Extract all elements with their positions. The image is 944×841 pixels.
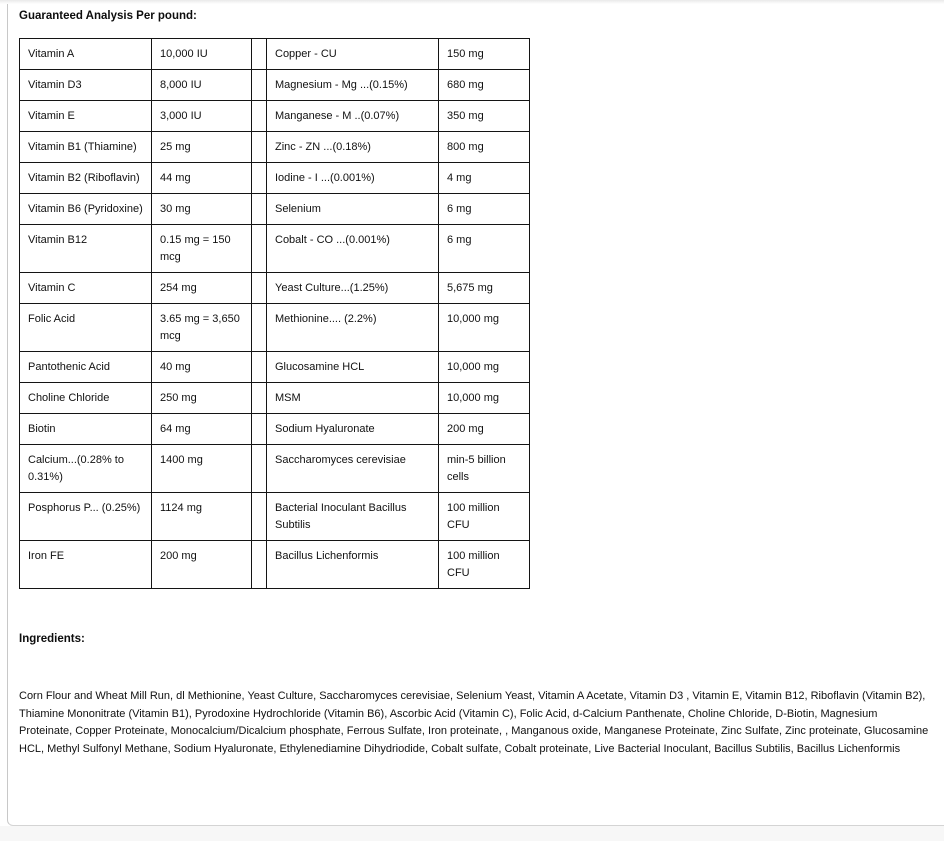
nutrient-name-cell: Calcium...(0.28% to 0.31%) xyxy=(20,445,152,493)
nutrient-name-cell: Methionine.... (2.2%) xyxy=(267,304,439,352)
table-row xyxy=(20,163,530,194)
nutrient-value-cell: 4 mg xyxy=(439,163,530,194)
spacer-cell xyxy=(252,194,267,225)
table-row xyxy=(20,132,530,163)
nutrient-name-cell: Vitamin C xyxy=(20,273,152,304)
table-row xyxy=(20,493,530,541)
nutrient-value-cell: 64 mg xyxy=(152,414,252,445)
nutrient-value-cell: 30 mg xyxy=(152,194,252,225)
nutrient-name-cell: Vitamin B6 (Pyridoxine) xyxy=(20,194,152,225)
nutrient-name-cell: Pantothenic Acid xyxy=(20,352,152,383)
nutrient-name-cell: Manganese - M ..(0.07%) xyxy=(267,101,439,132)
nutrient-name-cell: Choline Chloride xyxy=(20,383,152,414)
nutrient-name-cell: Copper - CU xyxy=(267,39,439,70)
ingredients-heading: Ingredients: xyxy=(19,633,85,645)
nutrient-name-cell: Iron FE xyxy=(20,541,152,589)
nutrient-value-cell: 5,675 mg xyxy=(439,273,530,304)
spacer-cell xyxy=(252,352,267,383)
table-row xyxy=(20,304,530,352)
nutrient-value-cell: 8,000 IU xyxy=(152,70,252,101)
nutrient-value-cell: 680 mg xyxy=(439,70,530,101)
spacer-cell xyxy=(252,39,267,70)
nutrient-name-cell: Vitamin D3 xyxy=(20,70,152,101)
nutrient-name-cell: Zinc - ZN ...(0.18%) xyxy=(267,132,439,163)
content-panel xyxy=(7,4,944,826)
spacer-cell xyxy=(252,541,267,589)
analysis-heading: Guaranteed Analysis Per pound: xyxy=(19,10,197,22)
nutrient-name-cell: Cobalt - CO ...(0.001%) xyxy=(267,225,439,273)
table-row xyxy=(20,101,530,132)
nutrient-value-cell: 800 mg xyxy=(439,132,530,163)
nutrient-value-cell: 10,000 mg xyxy=(439,352,530,383)
analysis-table-body xyxy=(20,39,530,589)
spacer-cell xyxy=(252,445,267,493)
nutrient-name-cell: Yeast Culture...(1.25%) xyxy=(267,273,439,304)
table-row xyxy=(20,273,530,304)
spacer-cell xyxy=(252,383,267,414)
nutrient-name-cell: Bacterial Inoculant Bacillus Subtilis xyxy=(267,493,439,541)
nutrient-value-cell: 44 mg xyxy=(152,163,252,194)
nutrient-name-cell: Vitamin E xyxy=(20,101,152,132)
spacer-cell xyxy=(252,101,267,132)
nutrient-name-cell: Vitamin A xyxy=(20,39,152,70)
nutrient-value-cell: 10,000 mg xyxy=(439,383,530,414)
table-row xyxy=(20,352,530,383)
spacer-cell xyxy=(252,304,267,352)
nutrient-name-cell: Bacillus Lichenformis xyxy=(267,541,439,589)
nutrient-value-cell: min-5 billion cells xyxy=(439,445,530,493)
nutrient-value-cell: 0.15 mg = 150 mcg xyxy=(152,225,252,273)
nutrient-value-cell: 100 million CFU xyxy=(439,493,530,541)
table-row xyxy=(20,383,530,414)
nutrient-value-cell: 10,000 mg xyxy=(439,304,530,352)
nutrient-value-cell: 25 mg xyxy=(152,132,252,163)
spacer-cell xyxy=(252,414,267,445)
spacer-cell xyxy=(252,70,267,101)
nutrient-value-cell: 6 mg xyxy=(439,225,530,273)
nutrient-name-cell: Saccharomyces cerevisiae xyxy=(267,445,439,493)
nutrient-value-cell: 1400 mg xyxy=(152,445,252,493)
guaranteed-analysis-table xyxy=(19,38,530,589)
nutrient-name-cell: Vitamin B12 xyxy=(20,225,152,273)
nutrient-value-cell: 100 million CFU xyxy=(439,541,530,589)
table-row xyxy=(20,70,530,101)
spacer-cell xyxy=(252,132,267,163)
nutrient-name-cell: Glucosamine HCL xyxy=(267,352,439,383)
table-row xyxy=(20,541,530,589)
nutrient-value-cell: 350 mg xyxy=(439,101,530,132)
nutrient-name-cell: Biotin xyxy=(20,414,152,445)
nutrient-name-cell: Folic Acid xyxy=(20,304,152,352)
nutrient-value-cell: 254 mg xyxy=(152,273,252,304)
nutrient-value-cell: 200 mg xyxy=(439,414,530,445)
table-row xyxy=(20,445,530,493)
spacer-cell xyxy=(252,163,267,194)
nutrient-value-cell: 250 mg xyxy=(152,383,252,414)
nutrient-value-cell: 40 mg xyxy=(152,352,252,383)
table-row xyxy=(20,414,530,445)
nutrient-value-cell: 3,000 IU xyxy=(152,101,252,132)
nutrient-value-cell: 150 mg xyxy=(439,39,530,70)
nutrient-name-cell: Vitamin B2 (Riboflavin) xyxy=(20,163,152,194)
nutrient-value-cell: 3.65 mg = 3,650 mcg xyxy=(152,304,252,352)
nutrient-value-cell: 6 mg xyxy=(439,194,530,225)
spacer-cell xyxy=(252,493,267,541)
table-row xyxy=(20,225,530,273)
spacer-cell xyxy=(252,225,267,273)
nutrient-value-cell: 10,000 IU xyxy=(152,39,252,70)
page-background-strip xyxy=(0,826,944,841)
nutrient-value-cell: 200 mg xyxy=(152,541,252,589)
table-row xyxy=(20,194,530,225)
nutrient-name-cell: Magnesium - Mg ...(0.15%) xyxy=(267,70,439,101)
nutrient-name-cell: MSM xyxy=(267,383,439,414)
nutrient-value-cell: 1124 mg xyxy=(152,493,252,541)
ingredients-text: Corn Flour and Wheat Mill Run, dl Methionine, Yeast Culture, Saccharomyces cerevisiae, Selenium Yeast, Vitamin A Acetate, Vitamin D3 , Vitamin E, Vitamin B12, Riboflavin (Vitamin B2), Thiamine Mononitrate (Vitamin B1), Pyrodoxine Hydrochloride (Vitamin B6), Ascorbic Acid (Vitamin C), Folic Acid, d-Calcium Panthenate, Choline Chloride, D-Biotin, Magnesium Proteinate, Copper Proteinate, Monocalcium/Dicalcium phosphate, Ferrous Sulfate, Iron proteinate, , Manganous oxide, Manganese Proteinate, Zinc Sulfate, Zinc proteinate, Glucosamine HCL, Methyl Sulfonyl Methane, Sodium Hyaluronate, Ethylenediamine Dihydriodide, Cobalt sulfate, Cobalt proteinate, Live Bacterial Inoculant, Bacillus Subtilis, Bacillus Lichenformis xyxy=(19,690,929,755)
table-row xyxy=(20,39,530,70)
nutrient-name-cell: Sodium Hyaluronate xyxy=(267,414,439,445)
spacer-cell xyxy=(252,273,267,304)
nutrient-name-cell: Posphorus P... (0.25%) xyxy=(20,493,152,541)
nutrient-name-cell: Iodine - I ...(0.001%) xyxy=(267,163,439,194)
nutrient-name-cell: Selenium xyxy=(267,194,439,225)
nutrient-name-cell: Vitamin B1 (Thiamine) xyxy=(20,132,152,163)
